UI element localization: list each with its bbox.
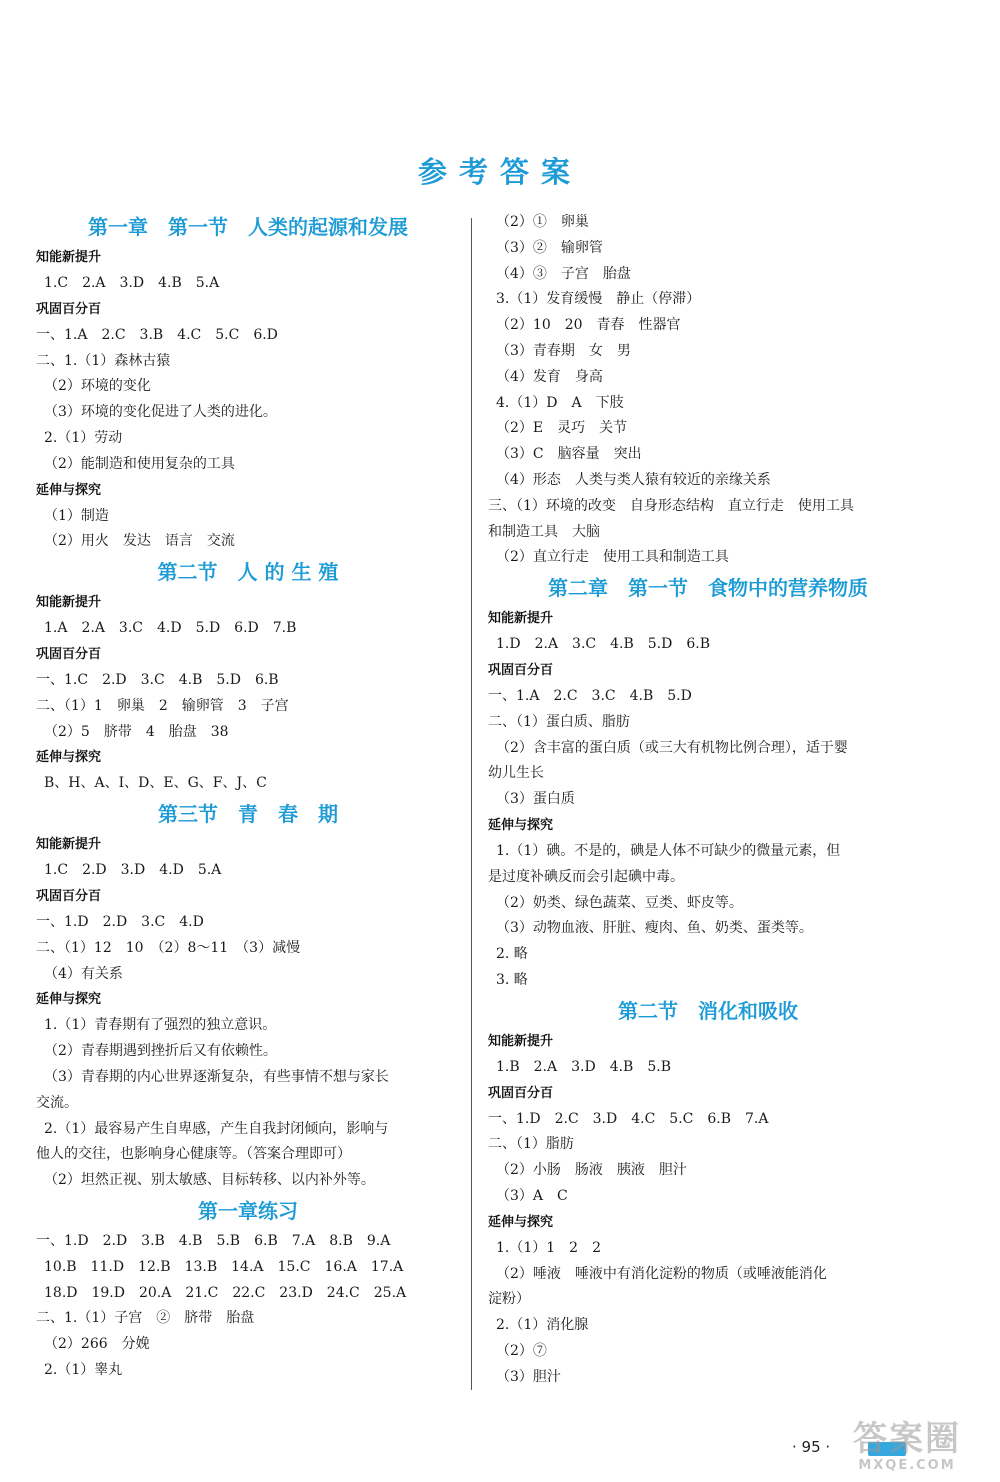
- subsection-heading: 延伸与探究: [488, 1214, 554, 1230]
- answer-line: （2）环境的变化: [44, 378, 151, 395]
- answer-line: 二、1.（1）森林古猿: [36, 352, 171, 369]
- subsection-heading: 知能新提升: [36, 837, 102, 853]
- answer-line: 交流。: [36, 1094, 78, 1111]
- section-title: 第二章 第一节 食物中的营养物质: [548, 576, 868, 601]
- subsection-heading: 延伸与探究: [488, 817, 554, 833]
- answer-line: 二、（1）蛋白质、脂肪: [488, 713, 630, 730]
- subsection-heading: 延伸与探究: [36, 992, 102, 1008]
- answer-line: 4.（1）D A 下肢: [496, 394, 624, 411]
- right-column: [488, 210, 928, 1390]
- answer-line: （2）E 灵巧 关节: [496, 420, 628, 437]
- watermark-url: MXQE.COM: [858, 1458, 956, 1473]
- answer-line: 二、（1）1 卵巢 2 输卵管 3 子宫: [36, 697, 289, 714]
- answer-line: 1.（1）碘。不是的，碘是人体不可缺少的微量元素，但: [496, 842, 841, 859]
- answer-line: 1.B 2.A 3.D 4.B 5.B: [496, 1058, 671, 1075]
- answer-line: （2）能制造和使用复杂的工具: [44, 455, 235, 472]
- watermark-logo: [822, 1420, 992, 1480]
- answer-line: （3）A C: [496, 1187, 568, 1204]
- answer-line: 是过度补碘反而会引起碘中毒。: [488, 868, 684, 885]
- answer-line: 3.（1）发育缓慢 静止（停滞）: [496, 291, 701, 308]
- subsection-heading: 巩固百分百: [36, 888, 102, 904]
- answer-line: B、H、A、I、D、E、G、F、J、C: [44, 775, 267, 792]
- watermark-text: 答案圈: [853, 1419, 961, 1459]
- section-title: 第三节 青 春 期: [158, 802, 338, 827]
- answer-line: 2.（1）消化腺: [496, 1317, 589, 1334]
- answer-line: 他人的交往，也影响身心健康等。（答案合理即可）: [36, 1146, 351, 1163]
- answer-line: 1.C 2.A 3.D 4.B 5.A: [44, 275, 220, 291]
- answer-line: 2.（1）劳动: [44, 429, 123, 446]
- subsection-heading: 延伸与探究: [36, 750, 102, 766]
- answer-line: 1.C 2.D 3.D 4.D 5.A: [44, 862, 222, 879]
- answer-line: 一、1.D 2.C 3.D 4.C 5.C 6.B 7.A: [488, 1110, 769, 1127]
- answer-line: 1.D 2.A 3.C 4.B 5.D 6.B: [496, 636, 710, 653]
- answer-line: 10.B 11.D 12.B 13.B 14.A 15.C 16.A 17.A: [44, 1258, 404, 1275]
- answer-line: （3）胆汁: [496, 1368, 561, 1385]
- answer-line: 1.（1）1 2 2: [496, 1239, 601, 1256]
- answer-line: （2）坦然正视、别太敏感、目标转移、以内补外等。: [44, 1172, 375, 1189]
- answer-line: （2）5 脐带 4 胎盘 38: [44, 723, 229, 740]
- subsection-heading: 知能新提升: [488, 1033, 554, 1049]
- section-title: 第二节 消化和吸收: [618, 998, 798, 1023]
- answer-line: 1.（1）青春期有了强烈的独立意识。: [44, 1017, 277, 1034]
- subsection-heading: 知能新提升: [36, 595, 102, 611]
- answer-line: （2）① 卵巢: [496, 214, 589, 230]
- answer-line: 2.（1）最容易产生自卑感，产生自我封闭倾向，影响与: [44, 1120, 389, 1137]
- answer-line: （2）奶类、绿色蔬菜、豆类、虾皮等。: [496, 894, 743, 911]
- answer-line: （3）青春期的内心世界逐渐复杂，有些事情不想与家长: [44, 1068, 389, 1085]
- answer-line: （2）266 分娩: [44, 1336, 150, 1353]
- answer-line: （2）⑦: [496, 1342, 547, 1359]
- answer-line: （3）动物血液、肝脏、瘦肉、鱼、奶类、蛋类等。: [496, 920, 813, 937]
- answer-line: （2）含丰富的蛋白质（或三大有机物比例合理），适于婴: [496, 739, 848, 756]
- answer-line: 1.A 2.A 3.C 4.D 5.D 6.D 7.B: [44, 620, 297, 637]
- answer-line: 2.（1）睾丸: [44, 1361, 123, 1378]
- answer-line: 三、（1）环境的改变 自身形态结构 直立行走 使用工具: [488, 497, 854, 514]
- subsection-heading: 知能新提升: [36, 250, 102, 265]
- page-title: 参考答案: [417, 155, 582, 189]
- section-title: 第二节 人 的 生 殖: [157, 560, 339, 585]
- answer-line: 和制造工具 大脑: [488, 523, 600, 540]
- answer-line: （2）小肠 肠液 胰液 胆汁: [496, 1162, 687, 1179]
- subsection-heading: 延伸与探究: [36, 482, 102, 498]
- answer-line: （2）唾液 唾液中有消化淀粉的物质（或唾液能消化: [496, 1265, 827, 1282]
- answer-line: 3. 略: [496, 971, 528, 988]
- answer-line: 一、1.D 2.D 3.B 4.B 5.B 6.B 7.A 8.B 9.A: [36, 1232, 391, 1249]
- answer-line: 18.D 19.D 20.A 21.C 22.C 23.D 24.C 25.A: [44, 1284, 407, 1301]
- answer-line: 淀粉）: [488, 1291, 530, 1308]
- answer-line: （2）用火 发达 语言 交流: [44, 533, 235, 550]
- answer-line: 一、1.D 2.D 3.C 4.D: [36, 913, 204, 930]
- answer-line: （3）环境的变化促进了人类的进化。: [44, 404, 277, 421]
- page-number: · 95 ·: [792, 1438, 831, 1456]
- column-divider: [471, 218, 472, 1390]
- answer-line: （4）形态 人类与类人猿有较近的亲缘关系: [496, 471, 771, 488]
- answer-line: （4）③ 子宫 胎盘: [496, 265, 631, 282]
- answer-line: （4）发育 身高: [496, 368, 603, 385]
- answer-line: （3）② 输卵管: [496, 239, 603, 256]
- answer-line: （4）有关系: [44, 965, 123, 982]
- answer-line: 二、（1）脂肪: [488, 1136, 574, 1153]
- answer-line: 一、1.A 2.C 3.C 4.B 5.D: [488, 687, 692, 704]
- answer-line: 幼儿生长: [488, 765, 544, 782]
- section-title: 第一章练习: [198, 1198, 298, 1223]
- answer-line: （1）制造: [44, 507, 109, 524]
- answer-line: （2）青春期遇到挫折后又有依赖性。: [44, 1043, 277, 1060]
- subsection-heading: 知能新提升: [488, 611, 554, 627]
- answer-line: （2）直立行走 使用工具和制造工具: [496, 549, 729, 566]
- subsection-heading: 巩固百分百: [488, 1085, 554, 1101]
- subsection-heading: 巩固百分百: [36, 301, 102, 317]
- left-column: [36, 210, 460, 1384]
- subsection-heading: 巩固百分百: [488, 662, 554, 678]
- answer-line: 二、1.（1）子宫 ② 脐带 胎盘: [36, 1310, 255, 1327]
- section-title: 第一章 第一节 人类的起源和发展: [88, 215, 408, 239]
- answer-line: 一、1.C 2.D 3.C 4.B 5.D 6.B: [36, 671, 279, 688]
- answer-line: （3）蛋白质: [496, 791, 575, 808]
- subsection-heading: 巩固百分百: [36, 646, 102, 662]
- answer-line: （3）C 脑容量 突出: [496, 446, 642, 463]
- answer-line: 2. 略: [496, 946, 528, 963]
- answer-line: 一、1.A 2.C 3.B 4.C 5.C 6.D: [36, 326, 278, 343]
- answer-line: （2）10 20 青春 性器官: [496, 317, 681, 334]
- answer-line: 二、（1）12 10 （2）8～11 （3）减慢: [36, 939, 301, 956]
- answer-line: （3）青春期 女 男: [496, 342, 631, 359]
